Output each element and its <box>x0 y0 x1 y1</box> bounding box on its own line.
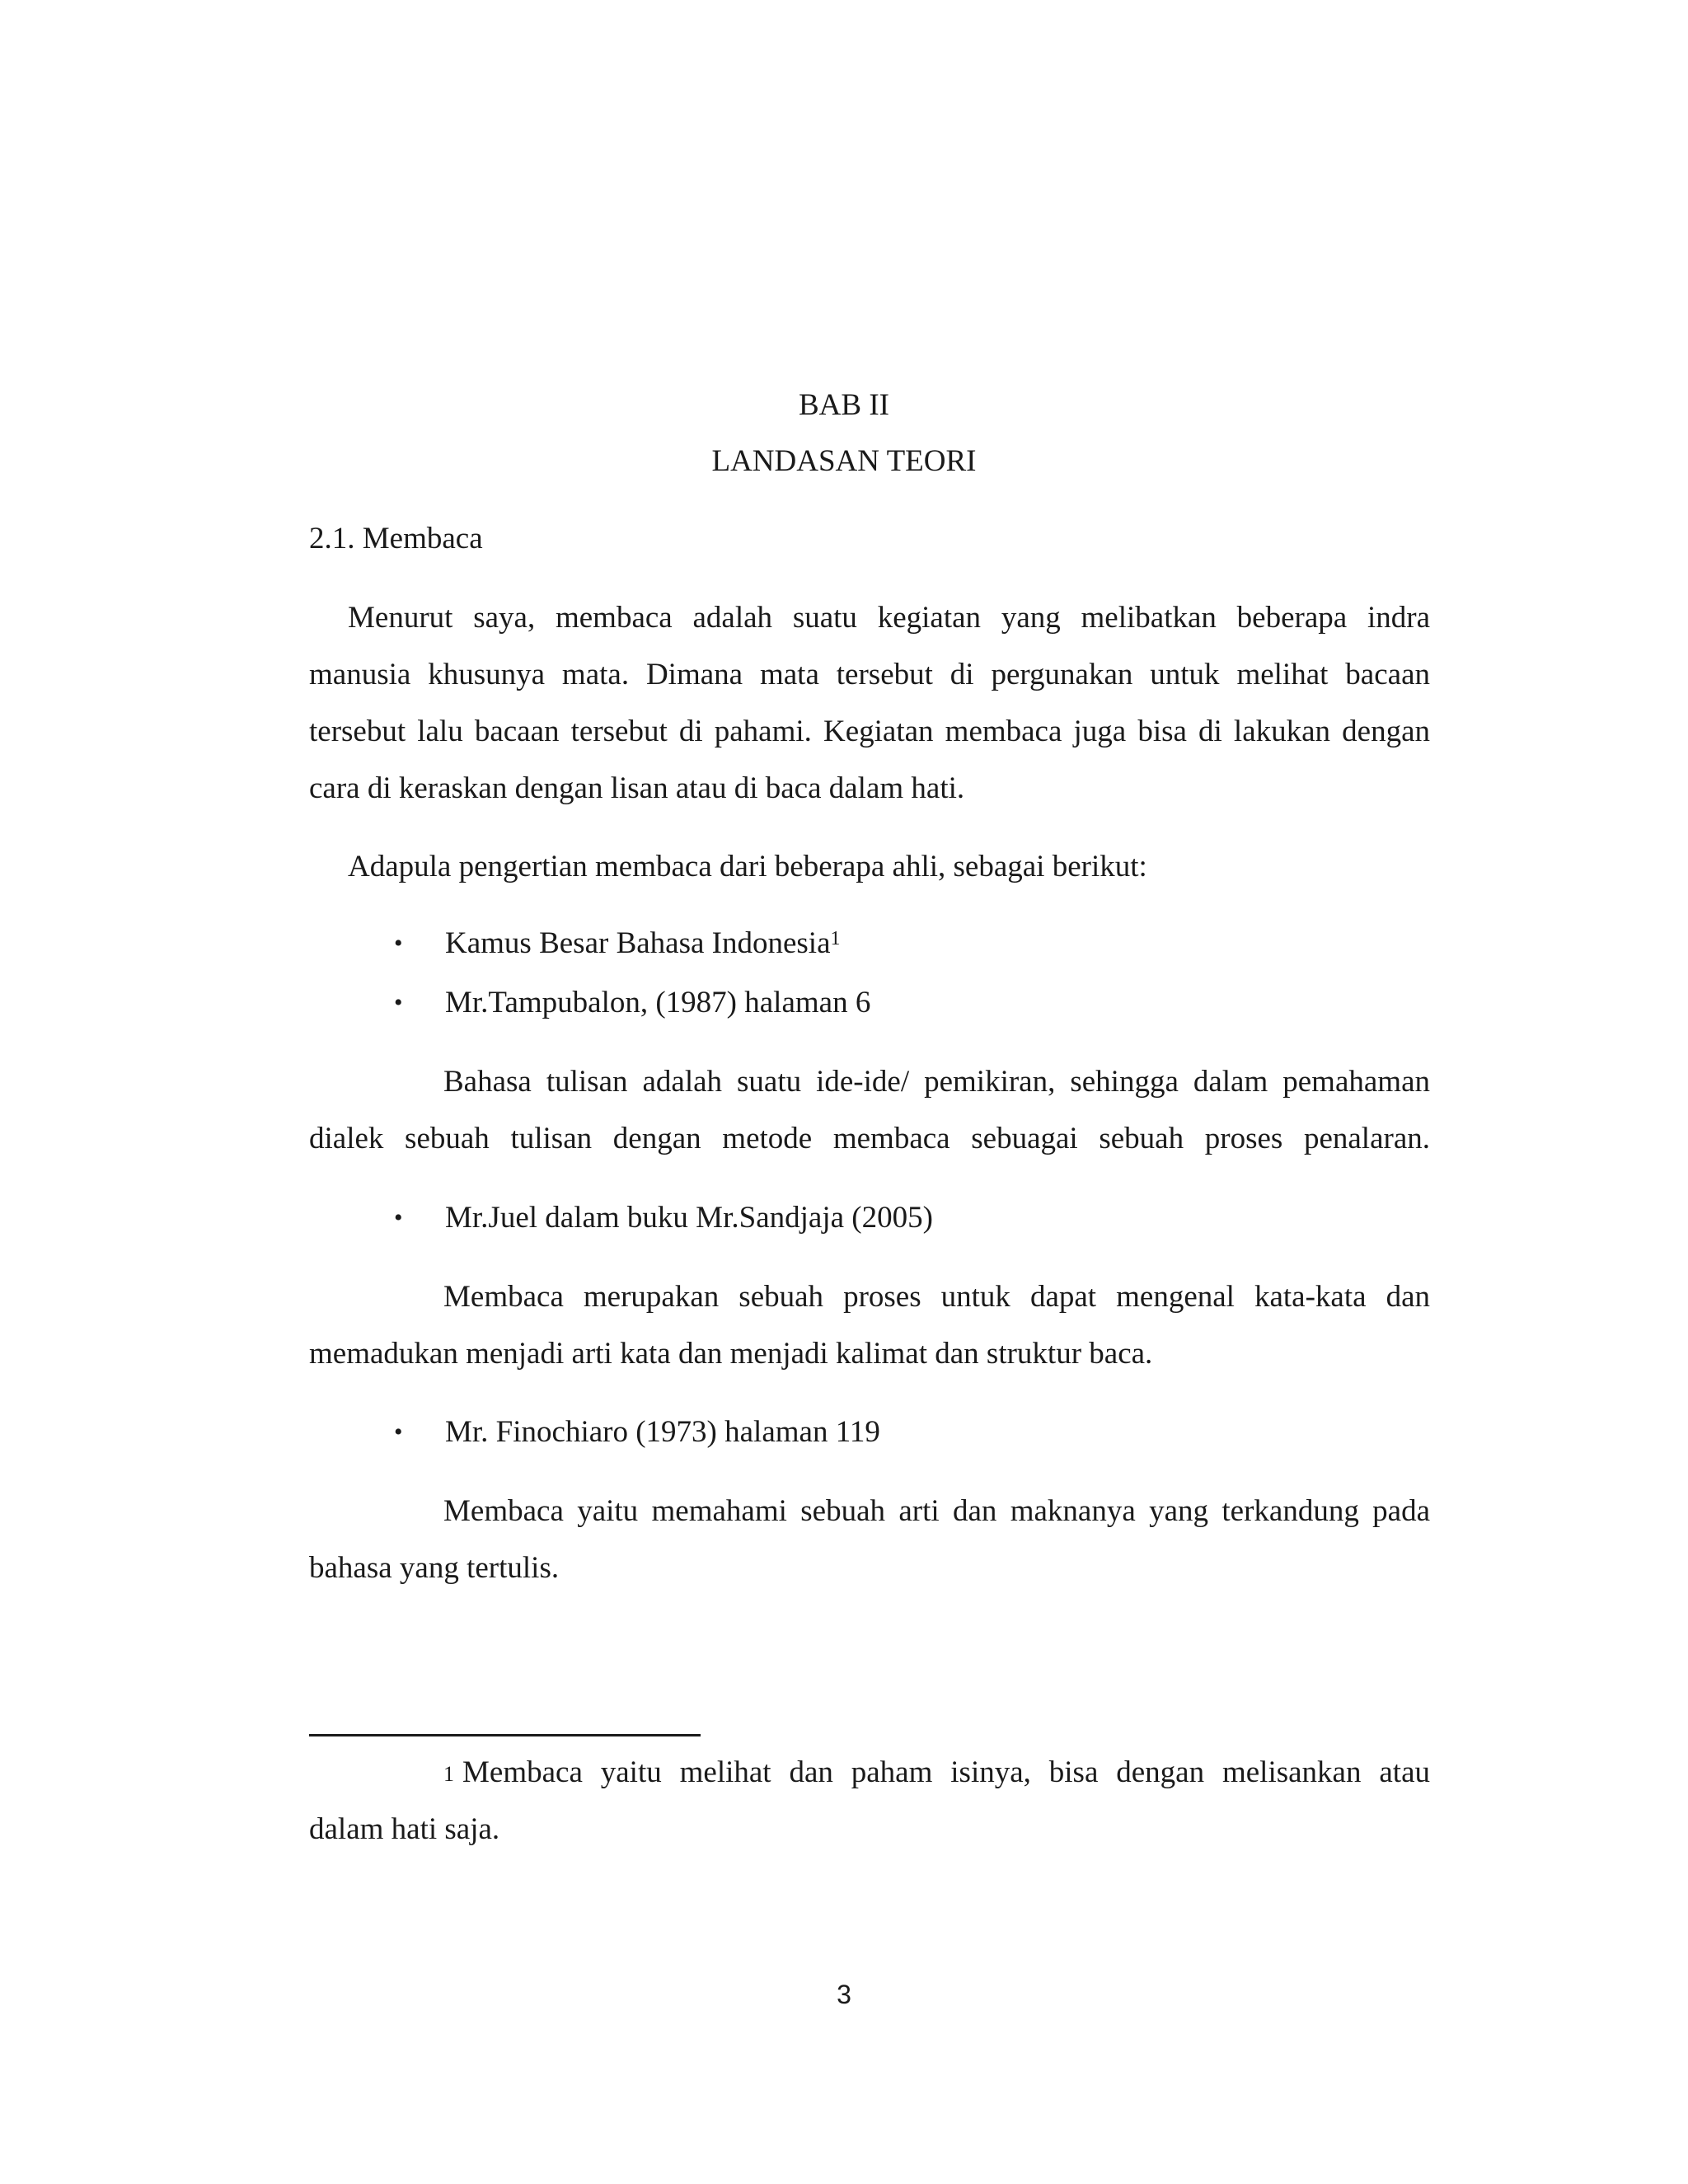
paragraph-line: tersebut lalu bacaan tersebut di pahami. Kegiatan membaca juga bisa di lakukan dengan <box>309 715 1430 748</box>
footnote-line: dalam hati saja. <box>309 1812 500 1846</box>
quote-line: memadukan menjadi arti kata dan menjadi kalimat dan struktur baca. <box>309 1337 1153 1371</box>
footnote-text: Membaca yaitu melihat dan paham isinya, bisa dengan melisankan atau <box>462 1755 1430 1789</box>
bullet-dot: • <box>394 989 403 1016</box>
bullet-dot: • <box>394 930 403 957</box>
footnote-divider <box>309 1734 701 1736</box>
quote-line: Membaca merupakan sebuah proses untuk dapat mengenal kata-kata dan <box>443 1280 1430 1314</box>
bullet-dot: • <box>394 1418 403 1446</box>
section-title: 2.1. Membaca <box>309 522 483 555</box>
footnote-line <box>443 1753 1430 1793</box>
quote-line: Bahasa tulisan adalah suatu ide-ide/ pemikiran, sehingga dalam pemahaman <box>443 1065 1430 1099</box>
page-number: 3 <box>837 1980 851 2009</box>
quote-line: bahasa yang tertulis. <box>309 1551 560 1585</box>
paragraph-intro: Adapula pengertian membaca dari beberapa ahli, sebagai berikut: <box>348 850 1147 883</box>
list-item: Mr.Juel dalam buku Mr.Sandjaja (2005) <box>445 1201 933 1235</box>
list-item <box>445 924 841 963</box>
quote-line: dialek sebuah tulisan dengan metode membaca sebuagai sebuah proses penalaran. <box>309 1122 1430 1155</box>
paragraph-line: Menurut saya, membaca adalah suatu kegiatan yang melibatkan beberapa indra <box>348 601 1430 635</box>
quote-line: Membaca yaitu memahami sebuah arti dan maknanya yang terkandung pada <box>443 1494 1430 1528</box>
paragraph-line: cara di keraskan dengan lisan atau di baca dalam hati. <box>309 771 965 805</box>
chapter-heading: BAB II <box>799 388 889 422</box>
footnote-ref: 1 <box>830 928 841 949</box>
list-item: Mr. Finochiaro (1973) halaman 119 <box>445 1415 880 1449</box>
bullet-dot: • <box>394 1204 403 1231</box>
chapter-title: LANDASAN TEORI <box>711 444 977 478</box>
footnote-number: 1 <box>443 1762 454 1786</box>
list-item: Mr.Tampubalon, (1987) halaman 6 <box>445 986 871 1019</box>
paragraph-line: manusia khusunya mata. Dimana mata tersebut di pergunakan untuk melihat bacaan <box>309 658 1430 691</box>
list-item-text: Kamus Besar Bahasa Indonesia <box>445 926 831 960</box>
